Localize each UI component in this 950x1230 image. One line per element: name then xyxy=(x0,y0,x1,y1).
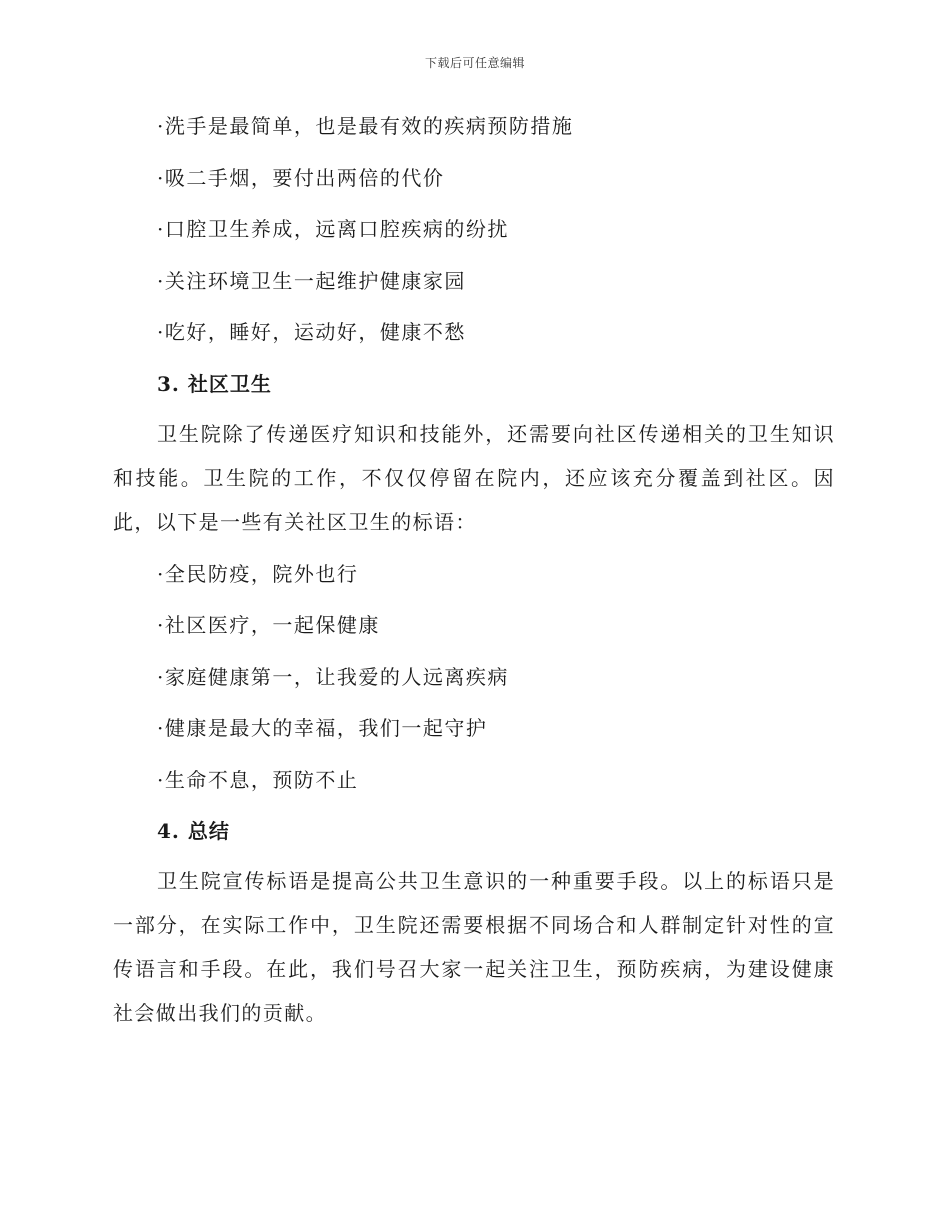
list-item: ·关注环境卫生一起维护健康家园 xyxy=(157,268,466,293)
section-heading-summary: 4. 总结 xyxy=(157,819,230,843)
list-item: ·家庭健康第一，让我爱的人远离疾病 xyxy=(157,664,509,689)
list-item: ·生命不息，预防不止 xyxy=(157,767,359,792)
list-item: ·社区医疗，一起保健康 xyxy=(157,613,380,637)
slogan-list-community xyxy=(113,556,835,798)
list-item: ·吃好，睡好，运动好，健康不愁 xyxy=(157,320,466,344)
section-paragraph-summary: 卫生院宣传标语是提高公共卫生意识的一种重要手段。以上的标语只是一部分，在实际工作中，卫生院还需要根据不同场合和人群制定针对性的宣传语言和手段。在此，我们号召大家一起关注卫生，预防疾病，为建设健康社会做出我们的贡献。 xyxy=(113,869,835,1025)
document-content xyxy=(113,108,835,1047)
list-item: ·洗手是最简单，也是最有效的疾病预防措施 xyxy=(157,114,574,138)
list-item: ·吸二手烟，要付出两倍的代价 xyxy=(157,165,445,190)
section-heading-community: 3. 社区卫生 xyxy=(157,371,272,396)
section-paragraph-community: 卫生院除了传递医疗知识和技能外，还需要向社区传递相关的卫生知识和技能。卫生院的工作，不仅仅停留在院内，还应该充分覆盖到社区。因此，以下是一些有关社区卫生的标语： xyxy=(113,421,835,534)
list-item: ·口腔卫生养成，远离口腔疾病的纷扰 xyxy=(157,217,509,241)
slogan-list-hygiene xyxy=(113,108,835,350)
list-item: ·全民防疫，院外也行 xyxy=(157,561,359,586)
list-item: ·健康是最大的幸福，我们一起守护 xyxy=(157,716,488,740)
header-note: 下载后可任意编辑 xyxy=(424,56,525,70)
